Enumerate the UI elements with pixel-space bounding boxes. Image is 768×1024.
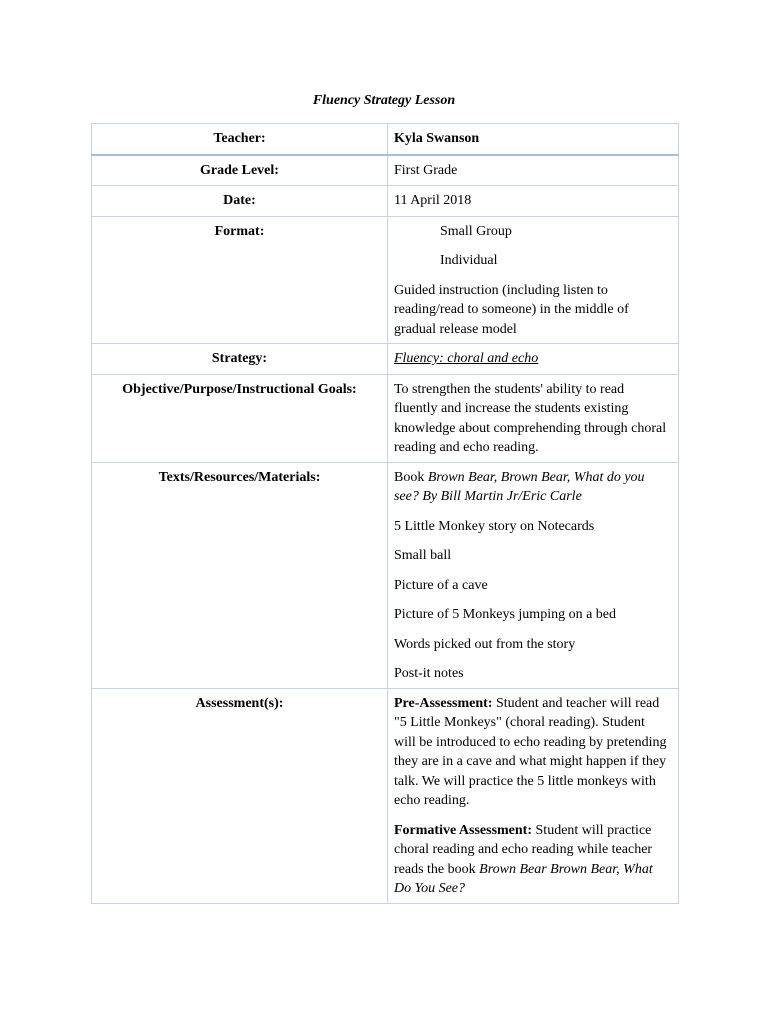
teacher-label: Teacher: <box>92 124 388 155</box>
materials-row <box>92 462 679 688</box>
objective-label: Objective/Purpose/Instructional Goals: <box>92 374 388 462</box>
grade-row <box>92 155 679 186</box>
assessment-value <box>387 688 678 903</box>
materials-value <box>387 462 678 688</box>
date-row <box>92 186 679 217</box>
assessment-label: Assessment(s): <box>92 688 388 903</box>
objective-value: To strengthen the students' ability to read fluently and increase the students existing knowledge about comprehending through choral reading and echo reading. <box>387 374 678 462</box>
grade-label: Grade Level: <box>92 155 388 186</box>
formative-assessment-text: Student will practice choral reading and echo reading while teacher reads the book <box>393 822 653 877</box>
materials-book-prefix: Book <box>393 469 428 485</box>
materials-item: 5 Little Monkey story on Notecards <box>393 518 595 534</box>
strategy-value: Fluency: choral and echo <box>393 351 539 366</box>
format-item: Small Group <box>439 223 512 239</box>
teacher-row <box>92 124 679 155</box>
lesson-plan-table <box>91 123 679 904</box>
materials-book-title: Brown Bear, Brown Bear, What do you see? By Bill Martin Jr/Eric Carle <box>393 469 645 504</box>
materials-item: Picture of a cave <box>393 577 488 593</box>
materials-item: Small ball <box>393 548 452 563</box>
pre-assessment <box>394 694 670 811</box>
pre-assessment-text: Student and teacher will read "5 Little Monkeys" (choral reading). Student will be introduced to echo reading by pretending they are in a cave and what might happen if they talk. We will practice the 5 little monkeys with echo reading. <box>393 695 667 808</box>
materials-label: Texts/Resources/Materials: <box>92 462 388 688</box>
materials-item: Words picked out from the story <box>393 636 576 652</box>
materials-item: Picture of 5 Monkeys jumping on a bed <box>393 607 617 622</box>
format-label: Format: <box>92 216 388 344</box>
formative-assessment <box>394 821 670 899</box>
formative-assessment-book: Brown Bear Brown Bear, What Do You See? <box>393 861 653 896</box>
pre-assessment-label: Pre-Assessment: <box>393 695 493 711</box>
strategy-value-cell <box>387 344 678 375</box>
strategy-label: Strategy: <box>92 344 388 375</box>
format-item: Guided instruction (including listen to reading/read to someone) in the middle of gradual release model <box>393 282 629 337</box>
materials-item: Post-it notes <box>393 666 464 681</box>
teacher-value: Kyla Swanson <box>387 124 678 155</box>
materials-book <box>394 468 670 507</box>
format-item: Individual <box>439 253 498 268</box>
objective-row <box>92 374 679 462</box>
assessment-row <box>92 688 679 903</box>
format-value <box>387 216 678 344</box>
grade-value: First Grade <box>387 155 678 186</box>
formative-assessment-label: Formative Assessment: <box>393 822 533 838</box>
strategy-row <box>92 344 679 375</box>
document-title: Fluency Strategy Lesson <box>312 93 456 108</box>
date-label: Date: <box>92 186 388 217</box>
format-row <box>92 216 679 344</box>
date-value: 11 April 2018 <box>387 186 678 217</box>
